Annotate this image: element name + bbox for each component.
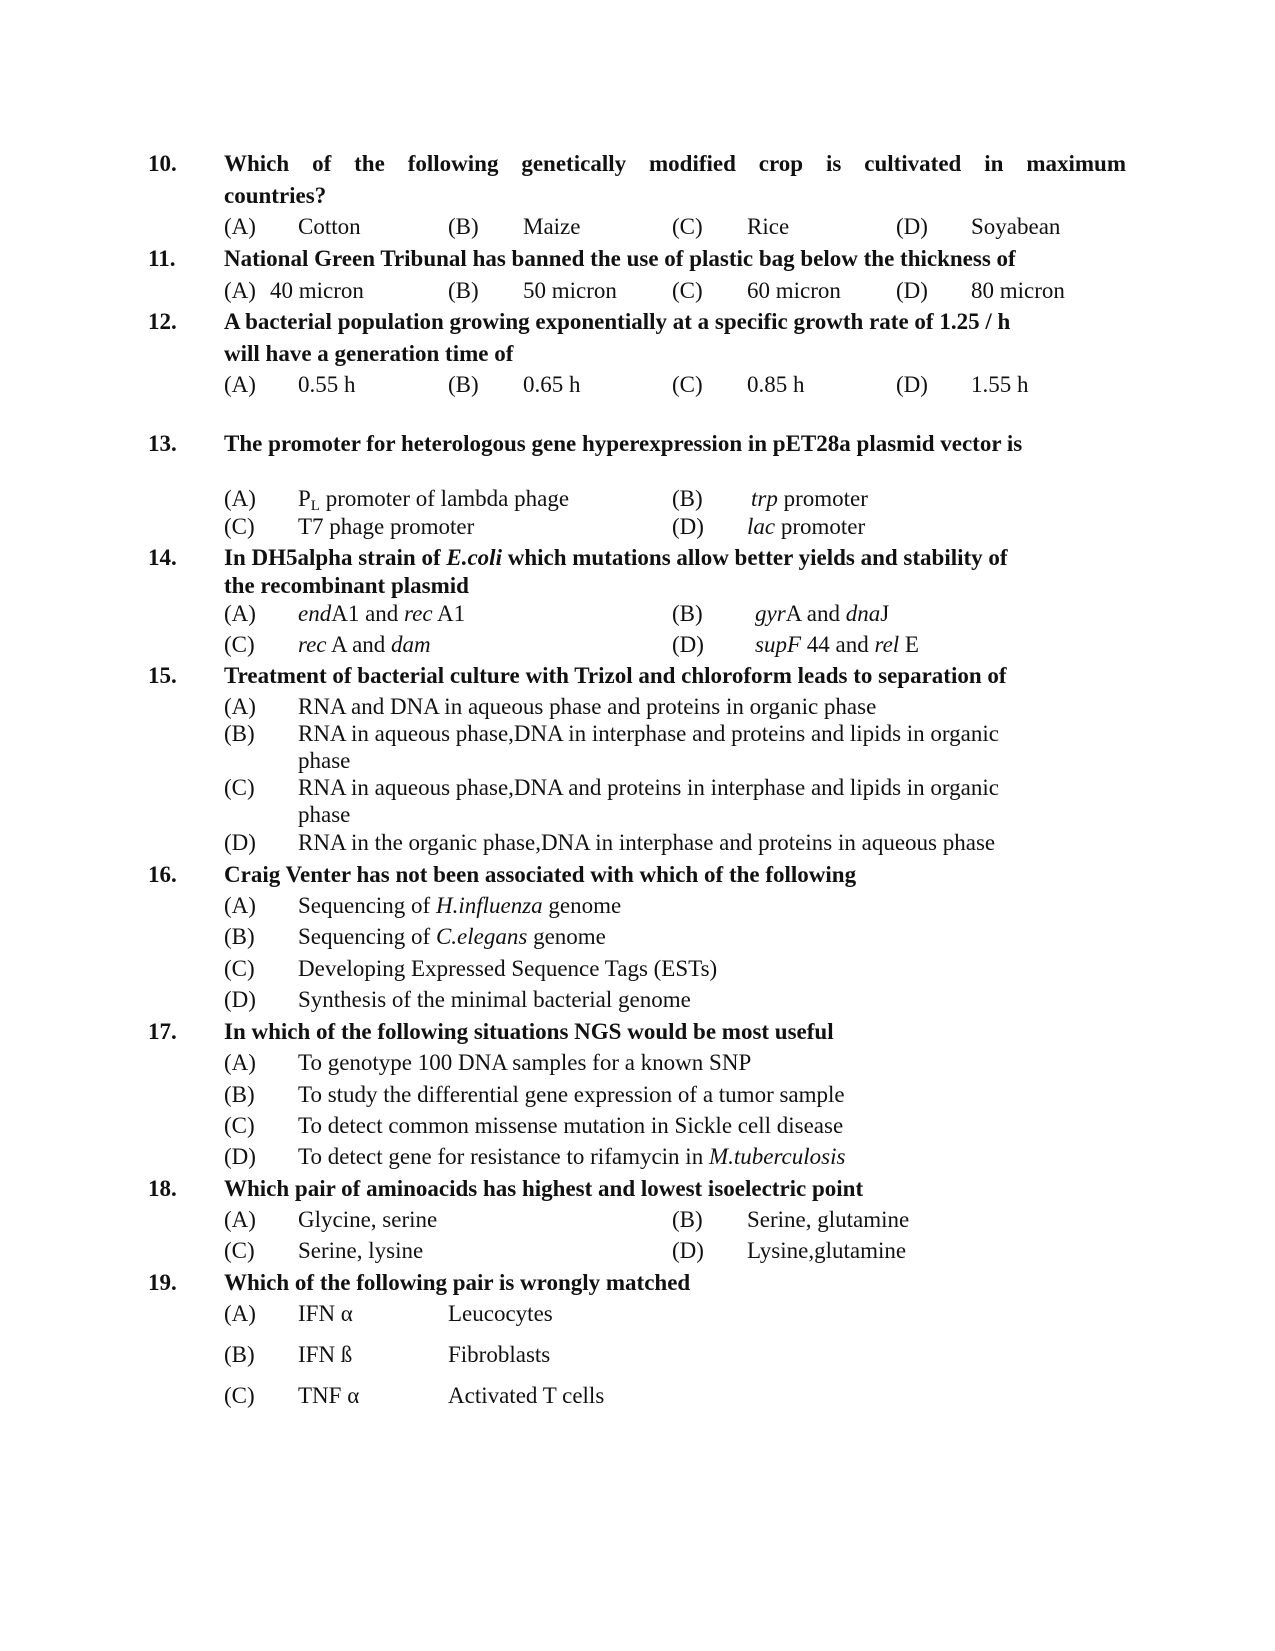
q12-text-line2: will have a generation time of	[224, 341, 514, 366]
q19-opt-a-right: Leucocytes	[448, 1301, 553, 1326]
q11-opt-d-text: 80 micron	[971, 278, 1065, 303]
q17-opt-b-text: To study the differential gene expression of a tumor sample	[298, 1082, 845, 1107]
q19-opt-b-right: Fibroblasts	[448, 1342, 551, 1367]
q19-opt-c-right: Activated T cells	[448, 1383, 605, 1408]
q15-opt-b-text-line1: RNA in aqueous phase,DNA in interphase and proteins and lipids in organic	[298, 721, 999, 746]
q10-opt-a-key: (A)	[224, 214, 256, 239]
q15-text-line1: Treatment of bacterial culture with Trizol and chloroform leads to separation of	[224, 663, 1007, 688]
q15-opt-d-key: (D)	[224, 830, 256, 855]
q18-opt-d-key: (D)	[672, 1238, 704, 1263]
q17-opt-c-key: (C)	[224, 1113, 255, 1138]
q17-opt-a-text: To genotype 100 DNA samples for a known SNP	[298, 1050, 752, 1075]
q12-text-line1: A bacterial population growing exponentially at a specific growth rate of 1.25 / h	[224, 309, 1011, 334]
q18-opt-a-text: Glycine, serine	[298, 1207, 438, 1232]
q11-opt-a-key: (A)	[224, 278, 256, 303]
q10-opt-d-key: (D)	[896, 214, 928, 239]
q18-opt-b-text: Serine, glutamine	[747, 1207, 910, 1232]
q16-opt-d-text: Synthesis of the minimal bacterial genome	[298, 987, 691, 1012]
q14-opt-b-text: gyrA and dnaJ	[755, 601, 890, 626]
q15-opt-c-text-line2: phase	[298, 802, 351, 827]
q12-opt-b-key: (B)	[448, 372, 479, 397]
q16-opt-d-key: (D)	[224, 987, 256, 1012]
q13-opt-d-text: lac promoter	[747, 514, 866, 539]
q11-number: 11.	[148, 246, 176, 271]
q17-number: 17.	[148, 1019, 177, 1044]
q12-opt-d-text: 1.55 h	[971, 372, 1029, 397]
q18-number: 18.	[148, 1176, 177, 1201]
q17-opt-d-key: (D)	[224, 1144, 256, 1169]
q10-opt-b-text: Maize	[523, 214, 581, 239]
q18-text-line1: Which pair of aminoacids has highest and lowest isoelectric point	[224, 1176, 864, 1201]
q19-opt-a-key: (A)	[224, 1301, 256, 1326]
q11-text-line1: National Green Tribunal has banned the use of plastic bag below the thickness of	[224, 246, 1016, 271]
q15-number: 15.	[148, 663, 177, 688]
q19-opt-a-left: IFN α	[298, 1301, 353, 1326]
q18-opt-c-text: Serine, lysine	[298, 1238, 424, 1263]
q19-opt-b-left: IFN ß	[298, 1342, 353, 1367]
q10-text-line1: Which of the following genetically modified crop is cultivated in maximum	[224, 151, 1126, 176]
q14-text-line2: the recombinant plasmid	[224, 573, 469, 598]
q10-opt-a-text: Cotton	[298, 214, 361, 239]
q10-opt-c-key: (C)	[672, 214, 703, 239]
q13-opt-c-text: T7 phage promoter	[298, 514, 475, 539]
q12-opt-c-key: (C)	[672, 372, 703, 397]
q11-opt-a-text: 40 micron	[270, 278, 364, 303]
q17-opt-d-text: To detect gene for resistance to rifamycin in M.tuberculosis	[298, 1144, 846, 1169]
q13-text-line1: The promoter for heterologous gene hyperexpression in pET28a plasmid vector is	[224, 431, 1023, 456]
q11-opt-c-text: 60 micron	[747, 278, 841, 303]
q19-opt-c-key: (C)	[224, 1383, 255, 1408]
q14-opt-a-key: (A)	[224, 601, 256, 626]
q12-opt-a-text: 0.55 h	[298, 372, 356, 397]
q17-text-line1: In which of the following situations NGS would be most useful	[224, 1019, 834, 1044]
q15-opt-c-text-line1: RNA in aqueous phase,DNA and proteins in interphase and lipids in organic	[298, 775, 999, 800]
q16-opt-a-key: (A)	[224, 893, 256, 918]
q11-opt-b-text: 50 micron	[523, 278, 617, 303]
q18-opt-a-key: (A)	[224, 1207, 256, 1232]
q19-opt-b-key: (B)	[224, 1342, 255, 1367]
q14-text-line1: In DH5alpha strain of E.coli which mutations allow better yields and stability of	[224, 545, 1008, 570]
q17-opt-c-text: To detect common missense mutation in Sickle cell disease	[298, 1113, 844, 1138]
q10-opt-d-text: Soyabean	[971, 214, 1061, 239]
q14-opt-d-text: supF 44 and rel E	[755, 632, 919, 657]
q11-opt-d-key: (D)	[896, 278, 928, 303]
q19-opt-c-left: TNF α	[298, 1383, 360, 1408]
q10-text-line2: countries?	[224, 183, 327, 208]
q18-opt-b-key: (B)	[672, 1207, 703, 1232]
q14-opt-d-key: (D)	[672, 632, 704, 657]
q16-opt-a-text: Sequencing of H.influenza genome	[298, 893, 622, 918]
q12-opt-b-text: 0.65 h	[523, 372, 581, 397]
q10-number: 10.	[148, 151, 177, 176]
q15-opt-a-key: (A)	[224, 694, 256, 719]
q18-opt-d-text: Lysine,glutamine	[747, 1238, 907, 1263]
q13-opt-a-text: $P_L$ promoter of lambda phage	[298, 486, 570, 514]
q13-opt-d-key: (D)	[672, 514, 704, 539]
q14-opt-b-key: (B)	[672, 601, 703, 626]
q18-opt-c-key: (C)	[224, 1238, 255, 1263]
q14-opt-a-text: endA1 and rec A1	[298, 601, 466, 626]
q15-opt-a-text: RNA and DNA in aqueous phase and proteins in organic phase	[298, 694, 877, 719]
q11-opt-c-key: (C)	[672, 278, 703, 303]
q15-opt-c-key: (C)	[224, 775, 255, 800]
q16-opt-c-key: (C)	[224, 956, 255, 981]
q15-opt-d-text: RNA in the organic phase,DNA in interphase and proteins in aqueous phase	[298, 830, 996, 855]
q14-number: 14.	[148, 545, 177, 570]
q16-opt-b-key: (B)	[224, 924, 255, 949]
q12-opt-c-text: 0.85 h	[747, 372, 805, 397]
q10-opt-b-key: (B)	[448, 214, 479, 239]
q17-opt-a-key: (A)	[224, 1050, 256, 1075]
q19-number: 19.	[148, 1270, 177, 1295]
q12-number: 12.	[148, 309, 177, 334]
q10-opt-c-text: Rice	[747, 214, 790, 239]
q15-opt-b-text-line2: phase	[298, 748, 351, 773]
q16-opt-b-text: Sequencing of C.elegans genome	[298, 924, 606, 949]
q14-opt-c-text: rec A and dam	[298, 632, 431, 657]
q12-opt-d-key: (D)	[896, 372, 928, 397]
q13-number: 13.	[148, 431, 177, 456]
q13-opt-b-key: (B)	[672, 486, 703, 511]
q11-opt-b-key: (B)	[448, 278, 479, 303]
q15-opt-b-key: (B)	[224, 721, 255, 746]
q13-opt-b-text: trp promoter	[751, 486, 868, 511]
q16-opt-c-text: Developing Expressed Sequence Tags (ESTs)	[298, 956, 718, 981]
q13-opt-c-key: (C)	[224, 514, 255, 539]
q16-number: 16.	[148, 862, 177, 887]
q13-opt-a-key: (A)	[224, 486, 256, 511]
q14-opt-c-key: (C)	[224, 632, 255, 657]
q12-opt-a-key: (A)	[224, 372, 256, 397]
q19-text-line1: Which of the following pair is wrongly matched	[224, 1270, 691, 1295]
q17-opt-b-key: (B)	[224, 1082, 255, 1107]
q16-text-line1: Craig Venter has not been associated with which of the following	[224, 862, 857, 887]
